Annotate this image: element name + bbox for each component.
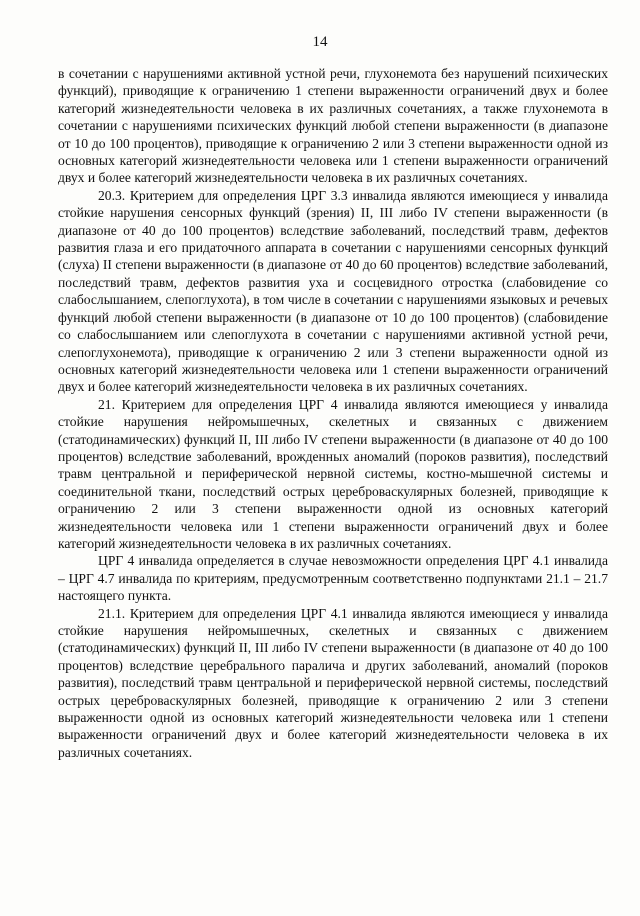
page-number: 14 <box>312 34 328 50</box>
paragraph: 21. Критерием для определения ЦРГ 4 инвалида являются имеющиеся у инвалида стойкие нарушения нейромышечных, скелетных и связанных с движением (статодинамических) функций II, III либо IV степени выраженности (в диапазоне от 40 до 100 процентов) вследствие заболеваний, врожденных аномалий (пороков развития), последствий травм центральной и периферической нервной системы, костно-мышечной системы и соединительной ткани, последствий острых цереброваскулярных болезней, приводящие к ограничению 2 или 3 степени выраженности одной из основных категорий жизнедеятельности человека или 1 степени выраженности ограничений двух и более категорий жизнедеятельности человека в их различных сочетаниях. <box>58 396 608 551</box>
paragraph: 21.1. Критерием для определения ЦРГ 4.1 инвалида являются имеющиеся у инвалида стойкие нарушения нейромышечных, скелетных и связанных с движением (статодинамических) функций II, III либо IV степени выраженности (в диапазоне от 40 до 100 процентов) вследствие церебрального паралича и других заболеваний, аномалий (пороков развития), последствий травм центральной и периферической нервной системы, последствий острых цереброваскулярных болезней, приводящие к ограничению 2 или 3 степени выраженности одной из основных категорий жизнедеятельности человека или 1 степени выраженности ограничений двух и более категорий жизнедеятельности человека в их различных сочетаниях. <box>58 605 608 760</box>
paragraph: 20.3. Критерием для определения ЦРГ 3.3 инвалида являются имеющиеся у инвалида стойкие нарушения сенсорных функций (зрения) II, III либо IV степени выраженности (в диапазоне от 40 до 100 процентов) вследствие заболеваний, последствий травм, дефектов развития глаза и его придаточного аппарата в сочетании с нарушениями сенсорных функций (слуха) II степени выраженности (в диапазоне от 40 до 60 процентов) вследствие заболеваний, последствий травм, дефектов развития уха и сосцевидного отростка (слабовидение со слабослышанием, слепоглухота), в том числе в сочетании с нарушениями языковых и речевых функций любой степени выраженности (в диапазоне от 10 до 100 процентов) (слабовидение со слабослышанием или слепоглухота в сочетании с нарушениями активной устной речи, слепоглухонемота), приводящие к ограничению 2 или 3 степени выраженности одной из основных категорий жизнедеятельности человека или 1 степени выраженности ограничений двух и более категорий жизнедеятельности человека в их различных сочетаниях. <box>58 187 608 395</box>
document-body <box>58 65 608 761</box>
paragraph: в сочетании с нарушениями активной устной речи, глухонемота без нарушений психических функций), приводящие к ограничению 1 степени выраженности ограничений двух и более категорий жизнедеятельности человека в их различных сочетаниях, а также глухонемота в сочетании с нарушениями психических функций любой степени выраженности (в диапазоне от 10 до 100 процентов), приводящие к ограничению 2 или 3 степени выраженности одной из основных категорий жизнедеятельности человека или 1 степени выраженности ограничений двух и более категорий жизнедеятельности человека в их различных сочетаниях. <box>58 66 608 186</box>
paragraph: ЦРГ 4 инвалида определяется в случае невозможности определения ЦРГ 4.1 инвалида – ЦРГ 4.7 инвалида по критериям, предусмотренным соответственно подпунктами 21.1 – 21.7 настоящего пункта. <box>58 553 608 604</box>
